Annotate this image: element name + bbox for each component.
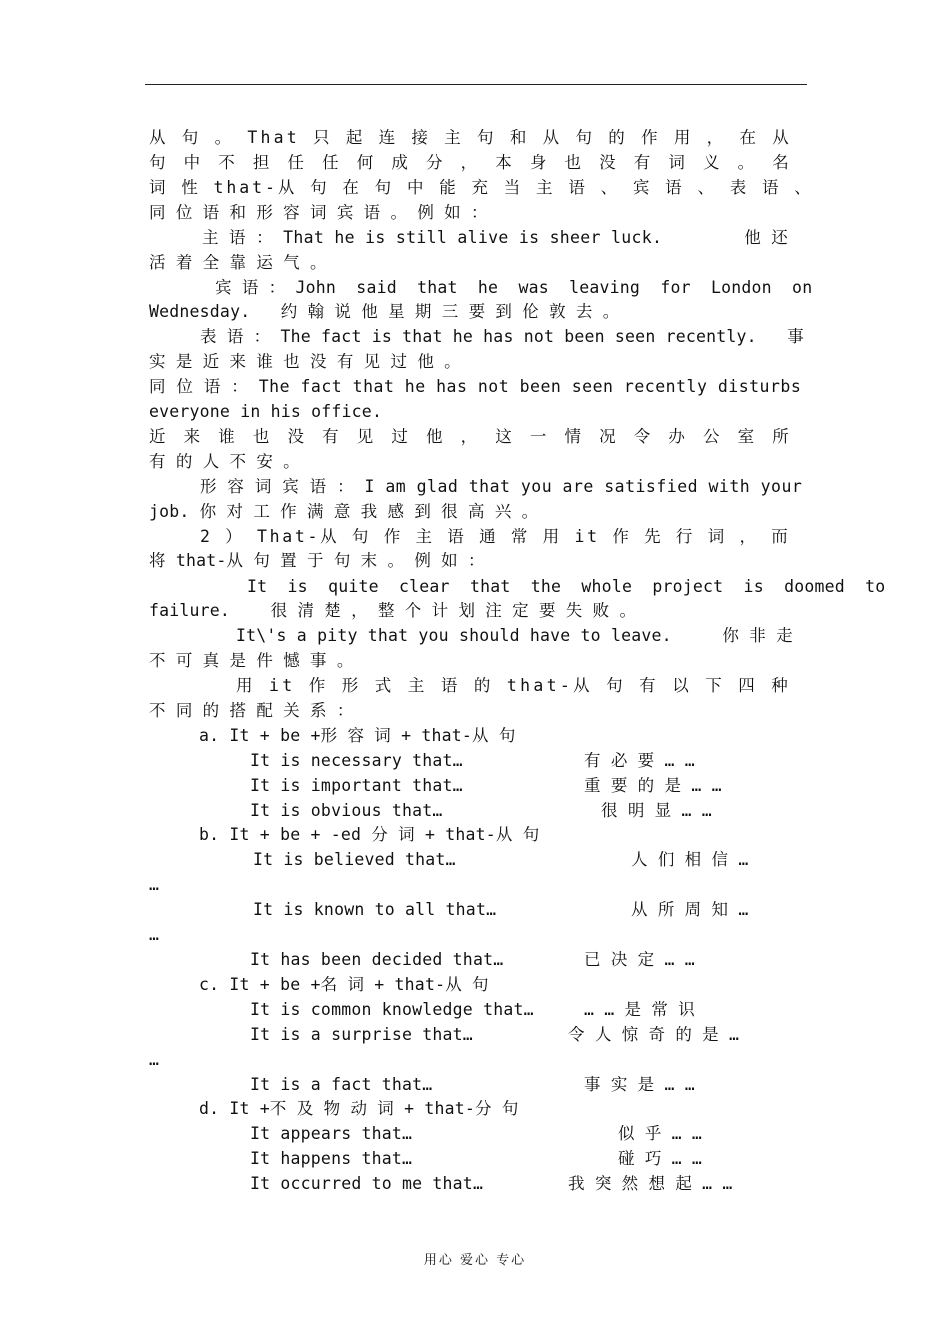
text-line: 从 所 周 知 …	[631, 900, 749, 919]
text-line: It is a surprise that…	[250, 1025, 473, 1044]
text-line: 似 乎 … …	[618, 1124, 703, 1143]
text-line: 同 位 语 和 形 容 词 宾 语 。 例 如 ：	[149, 203, 488, 222]
text-line: It is quite clear that the whole project is doomed to	[247, 577, 886, 596]
text-line: 将 that-从 句 置 于 句 末 。 例 如 ：	[149, 551, 485, 570]
text-line: … … 是 常 识	[584, 1000, 695, 1019]
text-line: 活 着 全 靠 运 气 。	[149, 253, 327, 272]
text-line: It has been decided that…	[250, 950, 504, 969]
text-line: It is necessary that…	[250, 751, 463, 770]
text-line: b. It + be + -ed 分 词 + that-从 句	[199, 825, 540, 844]
text-line: 已 决 定 … …	[584, 950, 695, 969]
text-line: Wednesday. 约 翰 说 他 星 期 三 要 到 伦 敦 去 。	[149, 302, 620, 321]
text-line: 从 句 。 That 只 起 连 接 主 句 和 从 句 的 作 用 ， 在 从	[149, 128, 792, 147]
text-line: It happens that…	[250, 1149, 413, 1168]
text-line: d. It +不 及 物 动 词 + that-分 句	[199, 1099, 519, 1118]
text-line: 词 性 that-从 句 在 句 中 能 充 当 主 语 、 宾 语 、 表 语 、	[149, 178, 814, 197]
text-line: …	[149, 875, 160, 894]
text-line: It\'s a pity that you should have to leave. 你 非 走	[236, 626, 793, 645]
text-line: 宾 语 ： John said that he was leaving for London on	[215, 278, 813, 297]
text-line: It is known to all that…	[253, 900, 497, 919]
text-line: 重 要 的 是 … …	[584, 776, 722, 795]
text-line: 同 位 语 ： The fact that he has not been seen recently disturbs	[149, 377, 802, 396]
header-rule	[145, 84, 807, 85]
text-line: 有 必 要 … …	[584, 751, 695, 770]
text-line: 碰 巧 … …	[618, 1149, 703, 1168]
text-line: 实 是 近 来 谁 也 没 有 见 过 他 。	[149, 352, 461, 371]
text-line: It is obvious that…	[250, 801, 443, 820]
text-line: failure. 很 清 楚 ， 整 个 计 划 注 定 要 失 败 。	[149, 601, 637, 620]
text-line: 不 同 的 搭 配 关 系 ：	[149, 701, 354, 720]
text-line: 近 来 谁 也 没 有 见 过 他 ， 这 一 情 况 令 办 公 室 所	[149, 427, 793, 446]
text-line: 事 实 是 … …	[584, 1075, 695, 1094]
text-line: …	[149, 925, 160, 944]
text-line: 有 的 人 不 安 。	[149, 452, 300, 471]
text-line: …	[149, 1050, 160, 1069]
text-line: 主 语 ： That he is still alive is sheer luck. 他 还	[202, 228, 789, 247]
text-line: 人 们 相 信 …	[631, 850, 749, 869]
text-line: job. 你 对 工 作 满 意 我 感 到 很 高 兴 。	[149, 502, 539, 521]
text-line: everyone in his office.	[149, 402, 383, 421]
text-line: 很 明 显 … …	[601, 801, 712, 820]
page-footer: 用心 爱心 专心	[423, 1253, 527, 1268]
text-line: It is believed that…	[253, 850, 456, 869]
text-line: 用 it 作 形 式 主 语 的 that-从 句 有 以 下 四 种	[236, 676, 792, 695]
text-line: 不 可 真 是 件 憾 事 。	[149, 651, 354, 670]
text-line: a. It + be +形 容 词 + that-从 句	[199, 726, 516, 745]
text-line: It is important that…	[250, 776, 463, 795]
text-line: c. It + be +名 词 + that-从 句	[199, 975, 489, 994]
text-line: 2 ） That-从 句 作 主 语 通 常 用 it 作 先 行 词 ， 而	[200, 527, 791, 546]
text-line: 句 中 不 担 任 任 何 成 分 ， 本 身 也 没 有 词 义 。 名	[149, 153, 793, 172]
text-line: 形 容 词 宾 语 ： I am glad that you are satisfied with your	[200, 477, 803, 496]
text-line: It occurred to me that…	[250, 1174, 484, 1193]
text-line: It appears that…	[250, 1124, 413, 1143]
text-line: 我 突 然 想 起 … …	[568, 1174, 733, 1193]
text-line: 令 人 惊 奇 的 是 …	[568, 1025, 740, 1044]
text-line: It is common knowledge that…	[250, 1000, 534, 1019]
text-line: 表 语 ： The fact is that he has not been seen recently. 事	[200, 327, 804, 346]
text-line: It is a fact that…	[250, 1075, 433, 1094]
